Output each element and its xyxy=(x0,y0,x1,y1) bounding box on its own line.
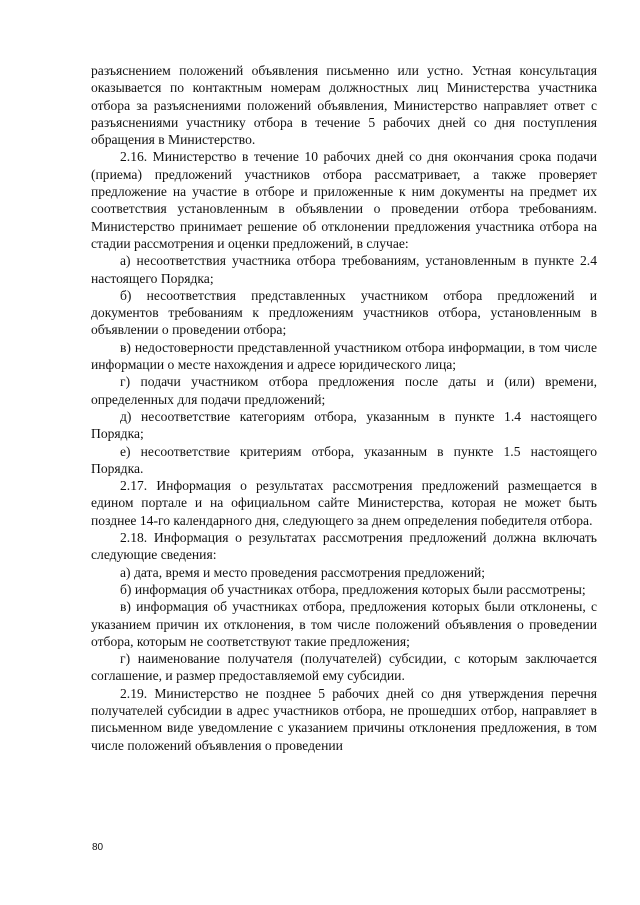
paragraph: д) несоответствие категориям отбора, указанным в пункте 1.4 настоящего Порядка; xyxy=(91,408,597,442)
paragraph: а) несоответствия участника отбора требованиям, установленным в пункте 2.4 настоящего Порядка; xyxy=(91,253,597,286)
paragraph: в) недостоверности представленной участником отбора информации, в том числе информации о месте нахождения и адресе юридического лица; xyxy=(91,339,597,373)
paragraph: 2.18. Информация о результатах рассмотрения предложений должна включать следующие сведения: xyxy=(91,530,597,563)
paragraph: е) несоответствие критериям отбора, указанным в пункте 1.5 настоящего Порядка. xyxy=(91,443,597,476)
paragraph: б) несоответствия представленных участником отбора предложений и документов требованиям к предложениям участников отбора, установленным в объявлении о проведении отбора; xyxy=(91,287,597,338)
paragraph: в) информация об участниках отбора, предложения которых были отклонены, с указанием причин их отклонения, в том числе положений объявления о проведении отбора, которым не соответствуют такие предложения; xyxy=(91,599,597,649)
paragraph: г) наименование получателя (получателей) субсидии, с которым заключается соглашение, и размер предоставляемой ему субсидии. xyxy=(91,651,597,684)
paragraph: 2.17. Информация о результатах рассмотрения предложений размещается в едином портале и на официальном сайте Министерства, которая не может быть позднее 14-го календарного дня, следующего за днем определения победителя отбора. xyxy=(91,478,597,528)
paragraph: б) информация об участниках отбора, предложения которых были рассмотрены; xyxy=(120,581,586,597)
page-number: 80 xyxy=(92,842,104,853)
paragraph: а) дата, время и место проведения рассмотрения предложений; xyxy=(120,564,486,580)
paragraph: разъяснением положений объявления письменно или устно. Устная консультация оказывается по контактным номерам должностных лиц Министерства участника отбора за разъяснениями положений объявления, Министерство направляет ответ с разъяснениями участнику отбора в течение 5 рабочих дней со дня поступления обращения в Министерство. xyxy=(91,63,597,148)
paragraph: 2.19. Министерство не позднее 5 рабочих дней со дня утверждения перечня получателей субсидии в адрес участников отбора, не прошедших отбор, направляет в письменном виде уведомление с указанием причины отклонения предложения, в том числе положений объявления о проведении xyxy=(91,685,597,753)
paragraph: 2.16. Министерство в течение 10 рабочих дней со дня окончания срока подачи (приема) предложений участников отбора рассматривает, а также проверяет предложение на участие в отборе и приложенные к ним документы на предмет их соответствия установленным в объявлении о проведении отбора требованиям. Министерство принимает решение об отклонении предложения участника отбора на стадии рассмотрения и оценки предложений, в случае: xyxy=(91,149,597,251)
document-body xyxy=(91,62,597,754)
paragraph: г) подачи участником отбора предложения после даты и (или) времени, определенных для подачи предложений; xyxy=(91,374,597,407)
